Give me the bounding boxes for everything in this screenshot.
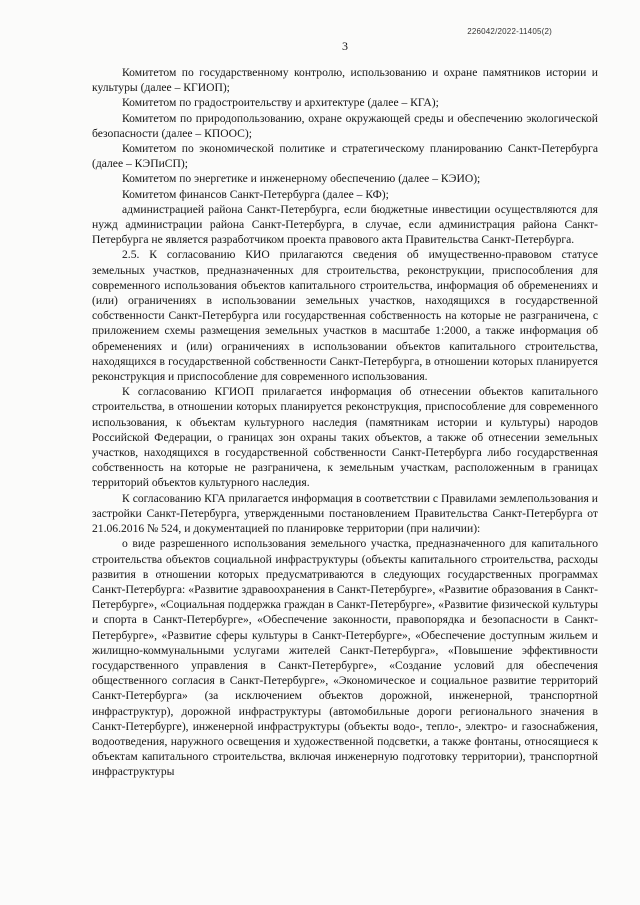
paragraph-section-2-5: 2.5. К согласованию КИО прилагаются сведения об имущественно-правовом статусе земельных участков, предназначенных для строительства, реконструкции, приспособления для современного использования объектов капитального строительства, информация об обременениях и (или) ограничениях в использовании земельных участков, находящихся в государственной собственности Санкт-Петербурга или государственная собственность на которые не разграничена, с приложением схемы размещения земельных участков в масштабе 1:2000, а также информация об обременениях и (или) ограничениях в использовании объектов капитального строительства, находящихся в государственной собственности Санкт-Петербурга, в отношении которых планируется реконструкция и приспособление для современного использования.	[92, 248, 598, 384]
document-registration-code: 226042/2022-11405(2)	[467, 27, 552, 36]
paragraph-kpoos-committee: Комитетом по природопользованию, охране окружающей среды и обеспечению экологической безопасности (далее – КПООС);	[92, 111, 598, 140]
paragraph-kf-committee: Комитетом финансов Санкт-Петербурга (далее – КФ);	[122, 187, 389, 201]
paragraph-kga-committee: Комитетом по градостроительству и архитектуре (далее – КГА);	[122, 96, 439, 110]
paragraph-land-use-type: о виде разрешенного использования земельного участка, предназначенного для капитального строительства объектов социальной инфраструктуры (объекты капитального строительства, расходы развития в отношении которых предусматриваются в следующих государственных программах Санкт-Петербурга: «Развитие здравоохранения в Санкт-Петербурге», «Развитие образования в Санкт-Петербурге», «Социальная поддержка граждан в Санкт-Петербурге», «Развитие физической культуры и спорта в Санкт-Петербурге», «Обеспечение законности, правопорядка и безопасности в Санкт-Петербурге», «Развитие сферы культуры в Санкт-Петербурге», «Обеспечение доступным жильем и жилищно-коммунальными услугами жителей Санкт-Петербурга», «Повышение эффективности государственного управления в Санкт-Петербурге», «Создание условий для обеспечения общественного согласия в Санкт-Петербурге», «Экономическое и социальное развитие территорий Санкт-Петербурга» (за исключением объектов дорожной, инженерной, транспортной инфраструктур), дорожной инфраструктуры (автомобильные дороги регионального значения в Санкт-Петербурге), инженерной инфраструктуры (объекты водо-, тепло-, электро- и газоснабжения, водоотведения, наружного освещения и художественной подсветки, а также фонтаны, относящиеся к объектам капитального строительства, включая инженерную подготовку территории), транспортной инфраструктуры	[92, 537, 598, 779]
paragraph-district-administration: администрацией района Санкт-Петербурга, если бюджетные инвестиции осуществляются для нужд администрации района Санкт-Петербурга, в случае, если администрация района Санкт-Петербурга не является разработчиком проекта правового акта Правительства Санкт-Петербурга.	[92, 202, 598, 247]
document-body	[92, 65, 598, 780]
paragraph-kepisp-committee: Комитетом по экономической политике и стратегическому планированию Санкт-Петербурга (далее – КЭПиСП);	[92, 142, 598, 171]
paragraph-kgiop-committee: Комитетом по государственному контролю, использованию и охране памятников истории и культуры (далее – КГИОП);	[92, 66, 598, 95]
page-number: 3	[342, 39, 348, 53]
paragraph-kga-attachment: К согласованию КГА прилагается информация в соответствии с Правилами землепользования и застройки Санкт-Петербурга, утвержденными постановлением Правительства Санкт-Петербурга от 21.06.2016 № 524, и документацией по планировке территории (при наличии):	[92, 491, 598, 536]
paragraph-keio-committee: Комитетом по энергетике и инженерному обеспечению (далее – КЭИО);	[122, 172, 481, 186]
paragraph-kgiop-attachment: К согласованию КГИОП прилагается информация об отнесении объектов капитального строительства, в отношении которых планируется реконструкция, приспособление для современного использования, к объектам культурного наследия (памятникам истории и культуры) народов Российской Федерации, о границах зон охраны таких объектов, а также об отнесении земельных участков, находящихся в государственной собственности Санкт-Петербурга либо государственная собственность на которые не разграничена, к земельным участкам, расположенным в границах территорий объектов культурного наследия.	[92, 385, 598, 490]
